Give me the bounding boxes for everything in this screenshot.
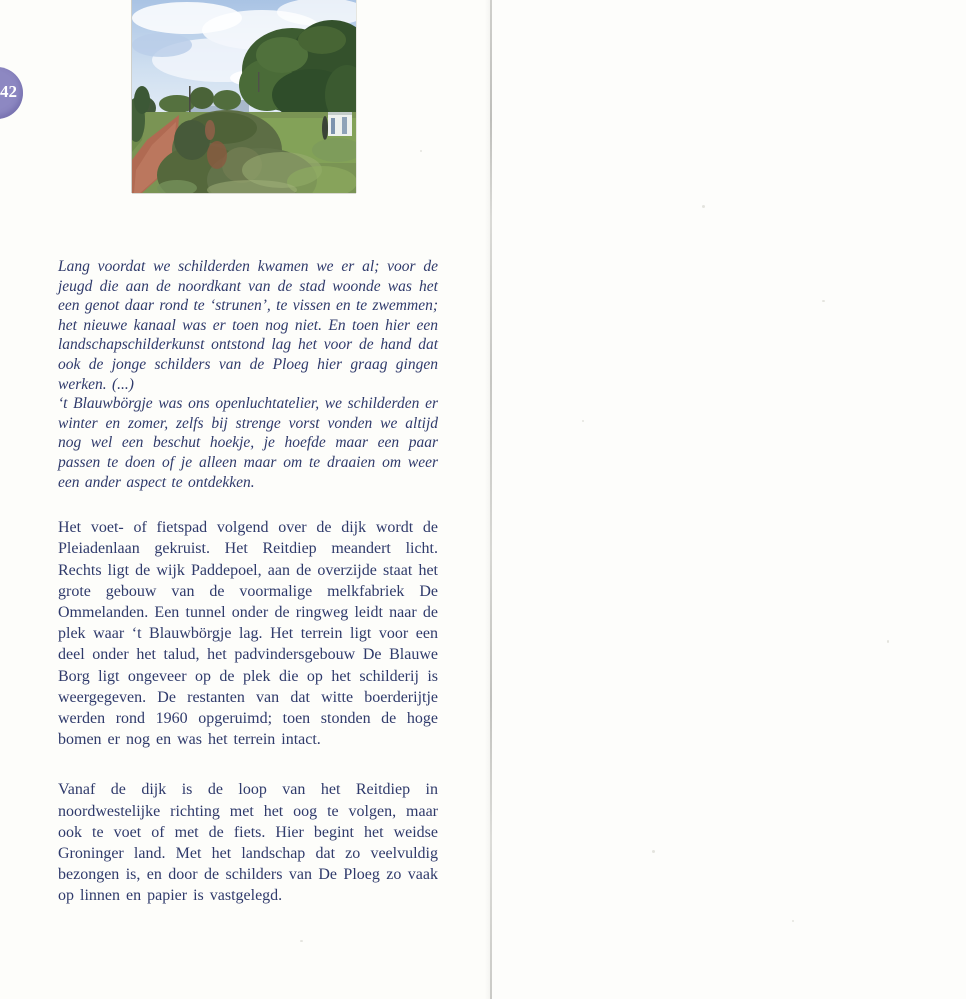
right-page xyxy=(492,0,966,999)
body-paragraph-2: Vanaf de dijk is de loop van het Reitdiep in noordwestelijke richting met het oog te volgen, maar ook te voet of met de fiets. Hier begint het weidse Groninger land. Met het landschap dat zo veelvuldig bezongen is, en door de schilders van De Ploeg zo vaak op linnen en papier is vastgelegd. xyxy=(58,781,438,905)
landscape-photo-illustration xyxy=(132,0,356,193)
scan-speck xyxy=(887,640,889,643)
scan-speck xyxy=(792,920,794,922)
scan-speck xyxy=(420,150,422,152)
scan-speck xyxy=(652,850,655,853)
scan-speck xyxy=(582,420,584,422)
quote-paragraph-2: ‘t Blauwbörgje was ons openluchtatelier, we schilderden er winter en zomer, zelfs bij strenge vorst vonden we altijd nog wel een beschut hoekje, je hoefde maar een paar passen te doen of je alleen maar om te draaien om weer een ander aspect te ontdekken. xyxy=(58,395,438,491)
text-column xyxy=(58,257,438,907)
page-number-badge xyxy=(0,67,23,119)
landscape-photo xyxy=(132,0,356,193)
page-number: 42 xyxy=(0,82,17,101)
body-paragraph-1: Het voet- of fietspad volgend over de dijk wordt de Pleiadenlaan gekruist. Het Reitdiep meandert licht. Rechts ligt de wijk Paddepoel, aan de overzijde staat het grote gebouw van de voormalige melkfabriek De Ommelanden. Een tunnel onder de ringweg leidt naar de plek waar ‘t Blauwbörgje lag. Het terrein ligt voor een deel onder het talud, het padvindersgebouw De Blauwe Borg ligt ongeveer op de plek die op het schilderij is weergegeven. De restanten van dat witte boerderijtje werden rond 1960 opgeruimd; toen stonden de hoge bomen er nog en was het terrein intact. xyxy=(58,519,438,749)
scan-speck xyxy=(300,940,303,942)
scan-speck xyxy=(702,205,705,208)
quote-paragraph-1: Lang voordat we schilderden kwamen we er al; voor de jeugd die aan de noordkant van de stad woonde was het een genot daar rond te ‘strunen’, te vissen en te zwemmen; het nieuwe kanaal was er toen nog niet. En toen hier een landschapschilderkunst ontstond lag het voor de hand dat ook de jonge schilders van de Ploeg hier graag gingen werken. (...) xyxy=(58,258,438,393)
scan-speck xyxy=(822,300,825,302)
